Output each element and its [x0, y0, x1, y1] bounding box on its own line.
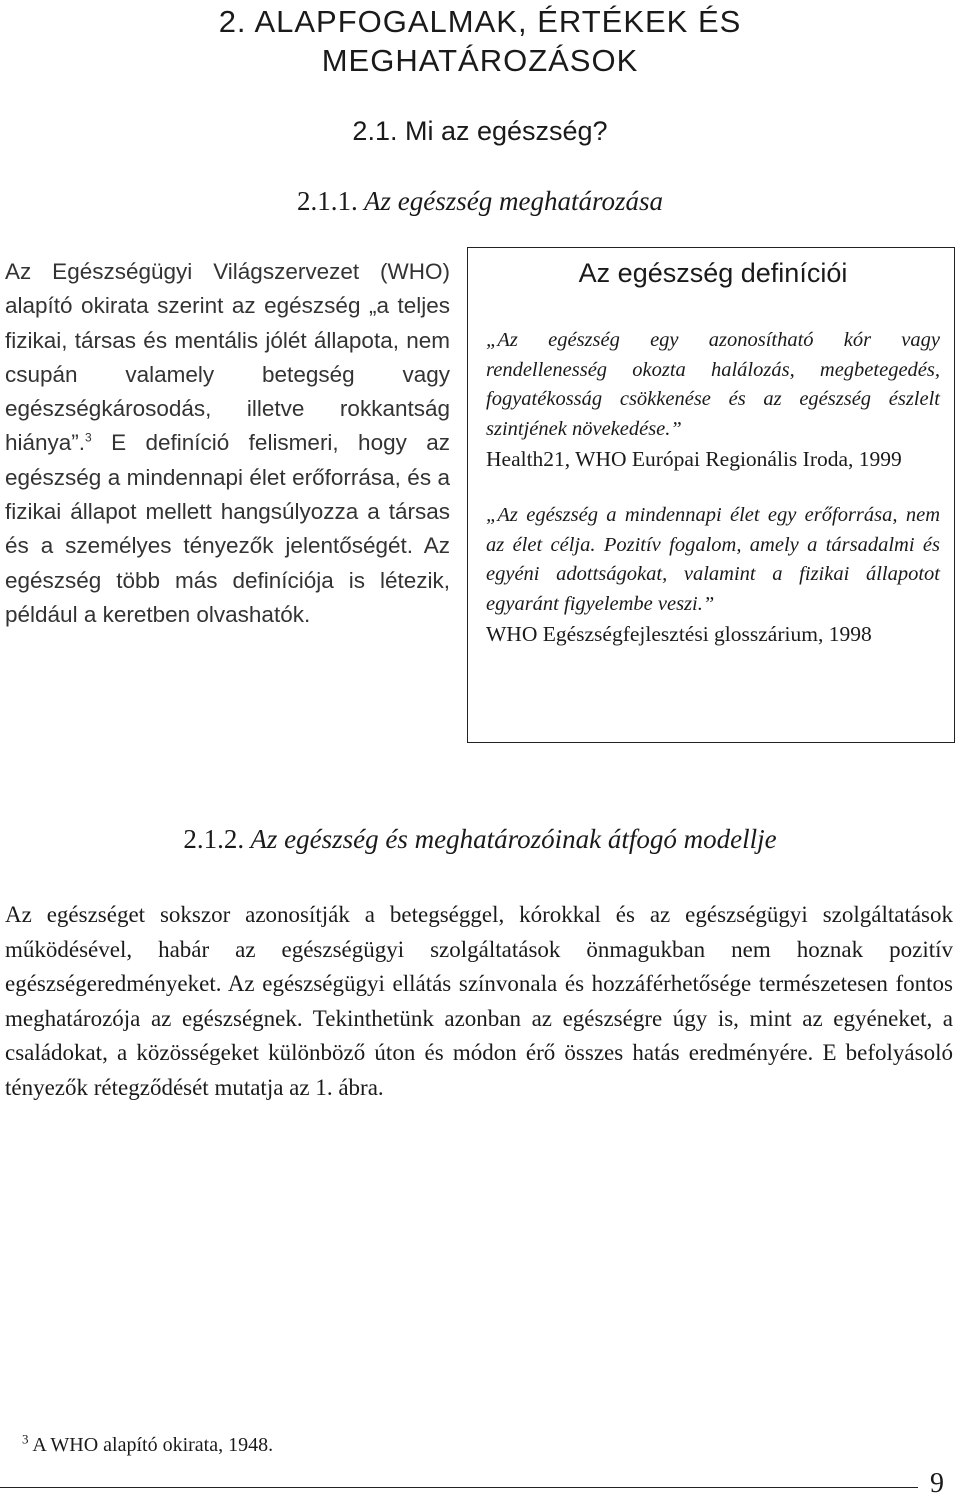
chapter-title	[160, 2, 800, 80]
section-title: 2.1. Mi az egészség?	[352, 116, 608, 146]
definition-paragraph	[5, 255, 450, 632]
subsection-heading: Az egészség és meghatározóinak átfogó modellje	[250, 824, 777, 854]
footnote	[22, 1432, 273, 1458]
footnote-marker: 3	[22, 1431, 29, 1447]
footnote-reference: 3	[85, 430, 92, 445]
subsection-title-model	[60, 822, 900, 856]
definitions-box-title: Az egészség definíciói	[578, 258, 848, 288]
definition-text-part1: Az Egészségügyi Világszervezet (WHO) alapító okirata szerint az egészség „a teljes fizikai, társas és mentális jólét állapota, nem csupán valamely betegség vagy egészségkárosodás, illetve rokkantság hiánya”.	[5, 259, 450, 456]
definition-source-1: Health21, WHO Európai Regionális Iroda, 1999	[486, 447, 902, 471]
subsection-number: 2.1.2.	[183, 824, 245, 854]
definition-quote-2: „Az egészség a mindennapi élet egy erőforrása, nem az élet célja. Pozitív fogalom, amely a társadalmi és egyéni adottságokat, valamint a fizikai állapotot egyaránt figyelembe veszi.”	[486, 504, 940, 615]
chapter-title-line1: 2. ALAPFOGALMAK, ÉRTÉKEK ÉS	[218, 4, 742, 39]
chapter-title-line2: MEGHATÁROZÁSOK	[321, 43, 639, 78]
definition-quote-1: „Az egészség egy azonosítható kór vagy rendellenesség okozta halálozás, megbetegedés, fogyatékosság csökkenése és az egészség észlelt szintjének növekedése.”	[486, 329, 940, 440]
subsection-heading: Az egészség meghatározása	[364, 186, 663, 216]
footer-divider	[0, 1487, 918, 1488]
definitions-box	[467, 247, 955, 743]
subsection-number: 2.1.1.	[297, 186, 358, 216]
subsection-title-definition	[180, 184, 780, 218]
page-number: 9	[930, 1468, 944, 1499]
footnote-text: A WHO alapító okirata, 1948.	[28, 1434, 274, 1456]
definition-text-column	[5, 255, 450, 632]
body-paragraph: Az egészséget sokszor azonosítják a betegséggel, kórokkal és az egészségügyi szolgáltatások működésével, habár az egészségügyi szolgáltatások önmagukban nem hoznak pozitív egészségeredményeket. Az egészségügyi ellátás színvonala és hozzáférhetősége természetesen fontos meghatározója az egészségnek. Tekinthetünk azonban az egészségre úgy is, mint az egyéneket, a családokat, a közösségeket különböző úton és módon érő összes hatás eredményére. E befolyásoló tényezők rétegződését mutatja az 1. ábra.	[5, 902, 953, 1100]
definition-text-part2: E definíció felismeri, hogy az egészség a mindennapi élet erőforrása, és a fizikai állapot mellett hangsúlyozza a társas és a személyes tényezők jelentőségét. Az egészség több más definíciója is létezik, például a keretben olvashatók.	[5, 430, 450, 627]
definition-source-2: WHO Egészségfejlesztési glosszárium, 1998	[486, 622, 872, 646]
